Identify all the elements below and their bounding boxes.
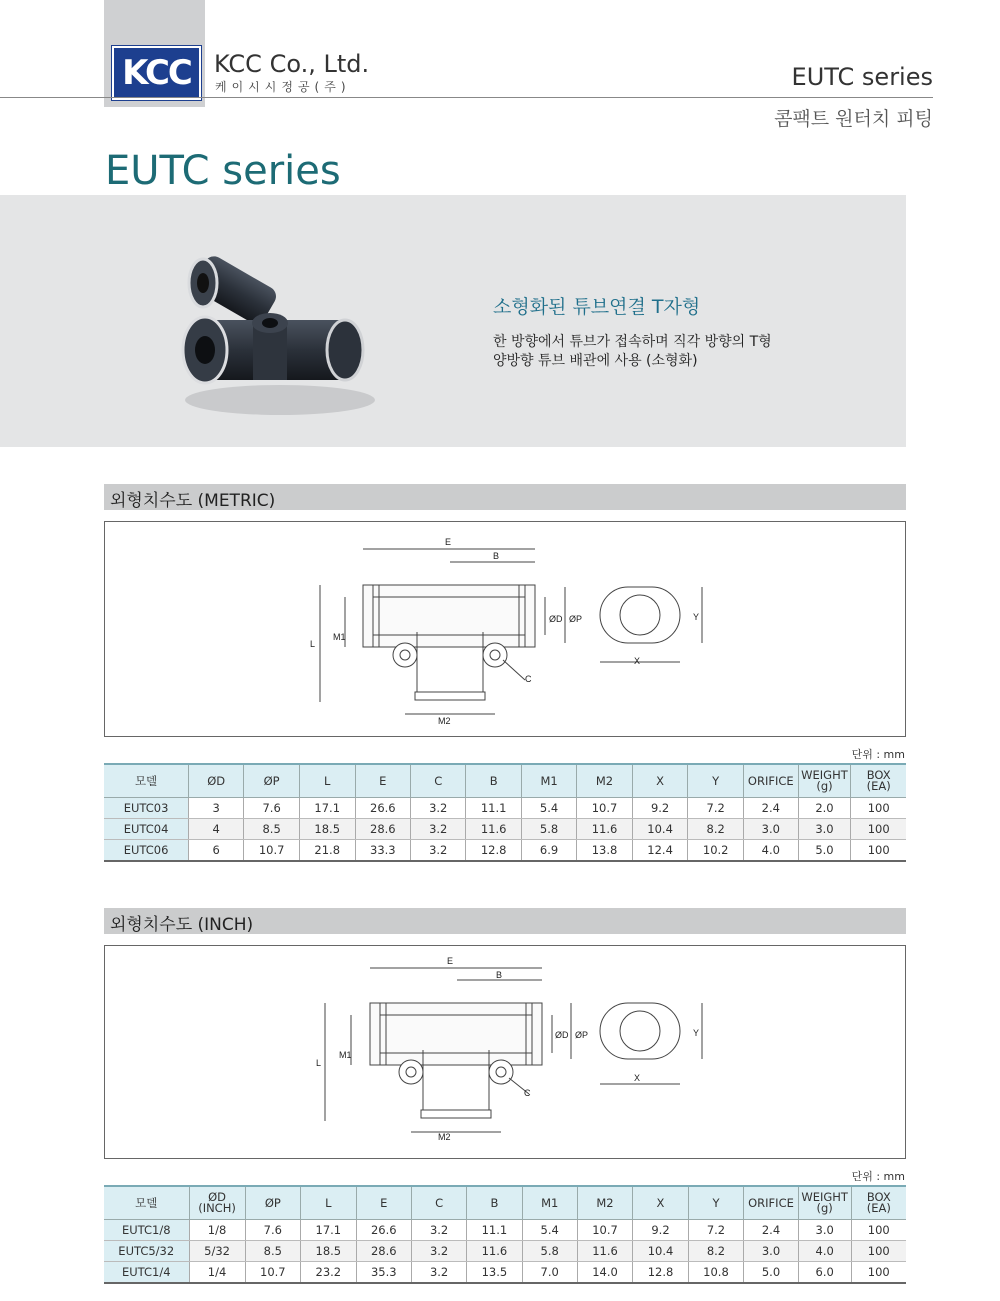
column-header: C [412,1186,467,1220]
dim-label-OD: ØD [549,614,563,624]
model-cell: EUTC5/32 [104,1241,189,1262]
table-cell: 5.0 [744,1262,799,1284]
table-cell: 7.6 [244,798,300,819]
dim-label-L: L [316,1058,322,1068]
table-cell: 11.6 [467,1241,522,1262]
inch-section-title: 외형치수도 (INCH) [110,915,254,935]
table-cell: 7.2 [688,798,744,819]
table-cell: 5.8 [522,1241,577,1262]
table-cell: 9.2 [632,798,688,819]
table-row [104,798,906,819]
dim-label-Y: Y [693,1028,700,1038]
table-cell: 3.2 [412,1262,467,1284]
column-header: ORIFICE [743,764,798,798]
inch-drawing-svg [105,946,905,1158]
column-header: WEIGHT (g) [798,764,851,798]
column-header: M2 [577,1186,632,1220]
table-cell: 5.4 [522,1220,577,1241]
dim-label-OD: ØD [555,1030,569,1040]
table-cell: 11.1 [466,798,522,819]
dim-label-M2: M2 [438,716,451,726]
table-cell: 4.0 [743,840,798,862]
table-cell: 6.9 [521,840,576,862]
table-cell: 18.5 [299,819,355,840]
table-cell: 3.2 [411,798,466,819]
table-cell: 17.1 [299,798,355,819]
table-cell: 9.2 [633,1220,688,1241]
table-cell: 11.1 [467,1220,522,1241]
metric-unit-label: 단위 : mm [851,748,905,761]
table-row [104,1220,906,1241]
column-header: L [301,1186,356,1220]
table-cell: 5.0 [798,840,851,862]
column-header: X [633,1186,688,1220]
table-cell: 11.6 [577,819,633,840]
table-cell: 10.7 [577,1220,632,1241]
dim-label-X: X [634,1073,641,1083]
table-cell: 100 [851,798,906,819]
table-cell: 10.8 [688,1262,743,1284]
dim-label-M1: M1 [339,1050,352,1060]
table-cell: 2.4 [744,1220,799,1241]
table-cell: 7.2 [688,1220,743,1241]
series-name: EUTC series [791,63,933,91]
dim-label-OP: ØP [575,1030,589,1040]
table-cell: 33.3 [355,840,411,862]
table-cell: 1/8 [189,1220,245,1241]
table-cell: 11.6 [466,819,522,840]
table-cell: 12.8 [466,840,522,862]
table-cell: 3 [189,798,244,819]
table-cell: 6.0 [798,1262,851,1284]
column-header: ØD (INCH) [189,1186,245,1220]
column-header: 모델 [104,1186,189,1220]
table-row [104,819,906,840]
model-cell: EUTC04 [104,819,189,840]
table-cell: 3.2 [411,819,466,840]
column-header: E [355,764,411,798]
table-cell: 5.8 [521,819,576,840]
table-row [104,840,906,862]
column-header: M2 [577,764,633,798]
dim-label-M2: M2 [438,1132,451,1142]
column-header: Y [688,764,744,798]
table-cell: 10.4 [632,819,688,840]
table-cell: 23.2 [301,1262,356,1284]
table-cell: 26.6 [356,1220,411,1241]
table-cell: 26.6 [355,798,411,819]
model-cell: EUTC06 [104,840,189,862]
table-cell: 3.2 [412,1241,467,1262]
table-cell: 5.4 [521,798,576,819]
dim-label-B: B [493,551,500,561]
hero-description-1: 한 방향에서 튜브가 접속하며 직각 방향의 T형 [493,334,772,350]
metric-section-title: 외형치수도 (METRIC) [110,491,276,511]
hero-description-2: 양방향 튜브 배관에 사용 (소형화) [493,353,698,369]
table-cell: 100 [851,1262,906,1284]
table-cell: 100 [851,840,906,862]
dim-label-L: L [310,639,316,649]
table-cell: 6 [189,840,244,862]
metric-drawing-svg [105,522,905,736]
column-header: B [466,764,522,798]
table-cell: 1/4 [189,1262,245,1284]
table-cell: 5/32 [189,1241,245,1262]
table-cell: 10.7 [245,1262,300,1284]
table-cell: 7.0 [522,1262,577,1284]
dim-label-Y: Y [693,612,700,622]
table-cell: 17.1 [301,1220,356,1241]
table-cell: 8.2 [688,819,744,840]
column-header: X [632,764,688,798]
dim-label-B: B [496,970,503,980]
table-cell: 100 [851,1241,906,1262]
column-header: B [467,1186,522,1220]
table-cell: 12.8 [633,1262,688,1284]
column-header: ØD [189,764,244,798]
header-divider [0,97,933,98]
table-row [104,1241,906,1262]
inch-spec-table [104,1185,906,1284]
column-header: M1 [521,764,576,798]
model-cell: EUTC03 [104,798,189,819]
table-cell: 7.6 [245,1220,300,1241]
table-cell: 4 [189,819,244,840]
table-row [104,1262,906,1284]
table-cell: 14.0 [577,1262,632,1284]
table-cell: 2.0 [798,798,851,819]
product-photo [165,235,405,435]
model-cell: EUTC1/4 [104,1262,189,1284]
table-cell: 10.7 [577,798,633,819]
table-cell: 3.2 [411,840,466,862]
logo-text: KCC [122,53,191,93]
table-cell: 100 [851,819,906,840]
dim-label-X: X [634,656,641,666]
company-name: KCC Co., Ltd. [214,50,370,78]
table-cell: 12.4 [632,840,688,862]
column-header: WEIGHT (g) [798,1186,851,1220]
hero-title: 소형화된 튜브연결 T자형 [493,296,701,318]
metric-section-header [104,484,906,510]
table-cell: 3.0 [743,819,798,840]
logo-block [104,0,205,107]
table-cell: 8.2 [688,1241,743,1262]
dim-label-C: C [524,1088,531,1098]
table-cell: 3.0 [798,819,851,840]
inch-dimension-drawing [104,945,906,1159]
table-cell: 18.5 [301,1241,356,1262]
table-cell: 3.0 [744,1241,799,1262]
table-cell: 11.6 [577,1241,632,1262]
metric-spec-table [104,763,906,862]
column-header: ØP [244,764,300,798]
table-cell: 8.5 [245,1241,300,1262]
table-cell: 2.4 [743,798,798,819]
column-header: 모델 [104,764,189,798]
table-cell: 28.6 [355,819,411,840]
table-cell: 28.6 [356,1241,411,1262]
dim-label-C: C [525,674,532,684]
inch-unit-label: 단위 : mm [851,1170,905,1183]
column-header: ØP [245,1186,300,1220]
table-cell: 3.0 [798,1220,851,1241]
table-header-row [104,764,906,798]
dim-label-E: E [447,956,454,966]
dim-label-E: E [445,537,452,547]
dim-label-OP: ØP [569,614,583,624]
column-header: ORIFICE [744,1186,799,1220]
table-cell: 100 [851,1220,906,1241]
column-header: E [356,1186,411,1220]
table-cell: 10.4 [633,1241,688,1262]
table-header-row [104,1186,906,1220]
table-cell: 21.8 [299,840,355,862]
product-korean-name: 콤팩트 원터치 피팅 [774,108,933,130]
page-title: EUTC series [105,148,341,194]
table-cell: 13.8 [577,840,633,862]
hero-banner [0,195,906,447]
dim-label-M1: M1 [333,632,346,642]
table-cell: 10.2 [688,840,744,862]
column-header: Y [688,1186,743,1220]
column-header: L [299,764,355,798]
column-header: C [411,764,466,798]
table-cell: 13.5 [467,1262,522,1284]
table-cell: 8.5 [244,819,300,840]
metric-dimension-drawing [104,521,906,737]
company-logo [112,46,201,100]
company-korean-name: 케이시시정공(주) [215,80,351,94]
table-cell: 3.2 [412,1220,467,1241]
model-cell: EUTC1/8 [104,1220,189,1241]
inch-section-header [104,908,906,934]
column-header: BOX (EA) [851,1186,906,1220]
table-cell: 4.0 [798,1241,851,1262]
column-header: M1 [522,1186,577,1220]
table-cell: 35.3 [356,1262,411,1284]
column-header: BOX (EA) [851,764,906,798]
table-cell: 10.7 [244,840,300,862]
